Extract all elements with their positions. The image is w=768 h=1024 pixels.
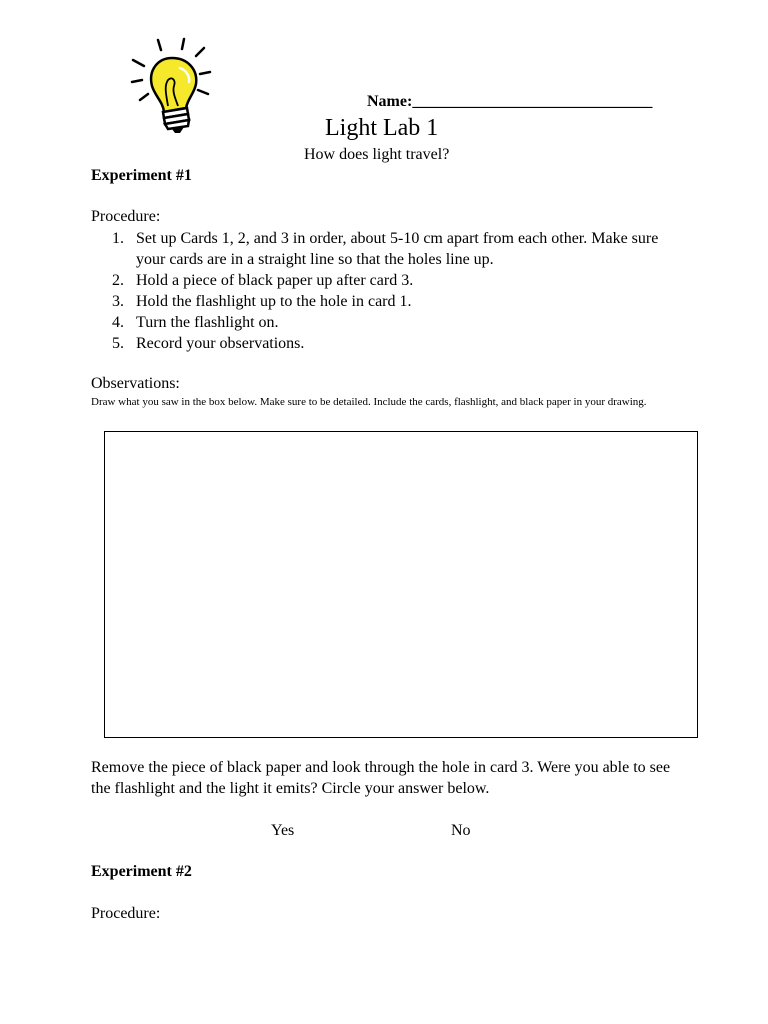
procedure-step (112, 270, 672, 291)
lightbulb-icon (128, 36, 216, 138)
drawing-box[interactable] (104, 431, 698, 738)
experiment-2-heading: Experiment #2 (91, 863, 192, 880)
page-title: Light Lab 1 (325, 115, 439, 141)
step-text: Turn the flashlight on. (136, 314, 279, 331)
answer-no[interactable]: No (451, 822, 471, 839)
step-text: Hold the flashlight up to the hole in card 1. (136, 293, 412, 310)
experiment-1-procedure-label: Procedure: (91, 208, 161, 225)
procedure-step (112, 333, 672, 354)
step-text: Set up Cards 1, 2, and 3 in order, about 5-10 cm apart from each other. Make sure your cards are in a straight line so that the holes line up. (136, 230, 659, 268)
experiment-2-procedure-label: Procedure: (91, 905, 161, 922)
procedure-step (112, 291, 672, 312)
step-text: Record your observations. (136, 335, 305, 352)
experiment-1-heading: Experiment #1 (91, 167, 192, 184)
question-text: Remove the piece of black paper and look through the hole in card 3. Were you able to see the flashlight and the light it emits? Circle your answer below. (91, 759, 671, 797)
step-number: 4. (112, 314, 124, 331)
procedure-step (112, 228, 672, 270)
answer-yes[interactable]: Yes (271, 822, 295, 839)
step-number: 1. (112, 230, 124, 247)
step-number: 5. (112, 335, 124, 352)
procedure-steps-list (112, 228, 672, 354)
step-text: Hold a piece of black paper up after card 3. (136, 272, 414, 289)
observations-label: Observations: (91, 375, 180, 392)
step-number: 2. (112, 272, 124, 289)
procedure-step (112, 312, 672, 333)
page-subtitle: How does light travel? (304, 146, 450, 163)
name-field-line: Name:______________________________ (367, 93, 653, 110)
observations-instructions: Draw what you saw in the box below. Make sure to be detailed. Include the cards, flashlight, and black paper in your drawing. (91, 396, 647, 408)
step-number: 3. (112, 293, 124, 310)
